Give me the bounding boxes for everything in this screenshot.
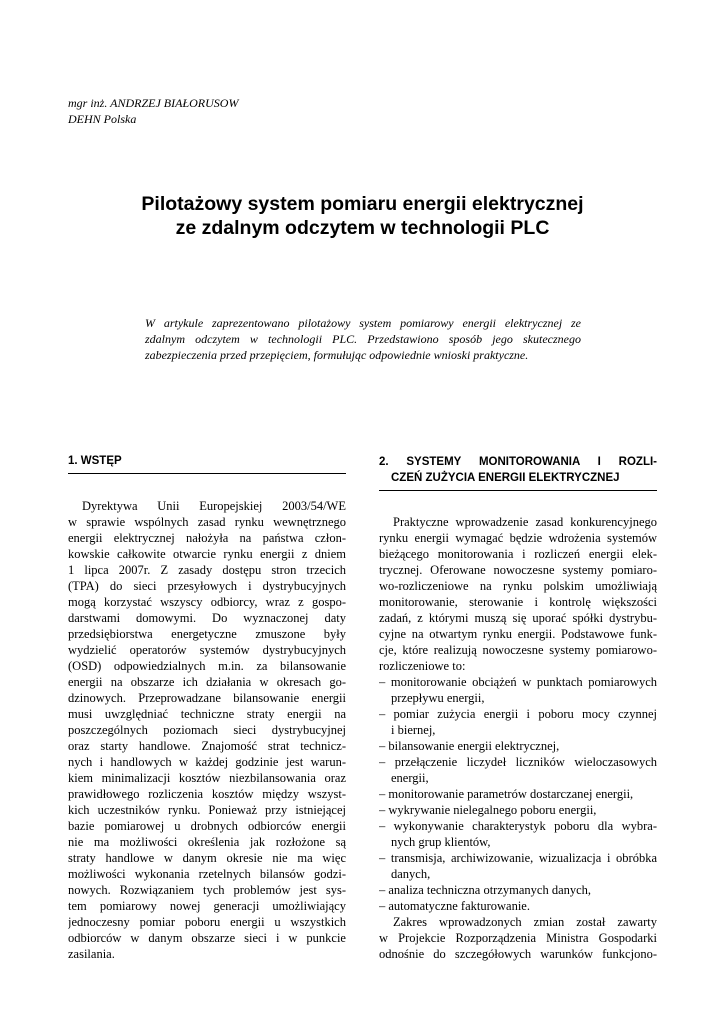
text-line: nie ma możliwości określenia jak rozłożone są bbox=[68, 835, 346, 849]
title-line-1: Pilotażowy system pomiaru energii elektrycznej bbox=[141, 193, 584, 215]
abstract-line: W artykule zaprezentowano pilotażowy system pomiarowy energii elektrycznej ze bbox=[145, 316, 581, 330]
author-block bbox=[68, 95, 238, 127]
text-line: wo-rozliczeniowe na rynku polskim umożliwiają bbox=[379, 579, 657, 593]
list-item: – monitorowanie obciążeń w punktach pomiarowych bbox=[379, 675, 657, 689]
text-line: straty handlowe w danym okresie nie ma więc bbox=[68, 851, 346, 865]
text-line: nych i handlowych w każdej godzinie jest warun- bbox=[68, 755, 346, 769]
list-item-continuation: nych grup klientów, bbox=[391, 835, 491, 849]
text-line: trycznej. Oferowane nowoczesne systemy pomiaro- bbox=[379, 563, 657, 577]
text-line: wydzielić operatorów systemów dystrybucyjnych bbox=[68, 643, 346, 657]
abstract-line: zabezpieczenia przed przepięciem, formułując odpowiednie wnioski praktyczne. bbox=[145, 348, 529, 362]
article-title bbox=[60, 192, 665, 240]
list-item-continuation: przepływu energii, bbox=[391, 691, 485, 705]
text-line: Zakres wprowadzonych zmian został zawarty bbox=[393, 915, 657, 929]
text-line: dzinowych. Przeprowadzane bilansowanie energii bbox=[68, 691, 346, 705]
text-line: Dyrektywa Unii Europejskiej 2003/54/WE bbox=[82, 499, 346, 513]
list-item: – transmisja, archiwizowanie, wizualizacja i obróbka bbox=[379, 851, 657, 865]
list-item-continuation: i biernej, bbox=[391, 723, 436, 737]
section-1-body bbox=[68, 498, 346, 962]
text-line: cyjne na otwartym rynku energii. Podstawowe funk- bbox=[379, 627, 657, 641]
list-item: – bilansowanie energii elektrycznej, bbox=[379, 739, 560, 753]
text-line: przedsiębiorstwa energetyczne zmuszone były bbox=[68, 627, 346, 641]
text-line: nowych. Rozwiązaniem tych problemów jest sys- bbox=[68, 883, 346, 897]
text-line: możliwości wykonania rzetelnych bilansów godzi- bbox=[68, 867, 346, 881]
text-line: kowskie całkowite otwarcie rynku energii z dniem bbox=[68, 547, 346, 561]
author-name: mgr inż. ANDRZEJ BIAŁORUSOW bbox=[68, 96, 239, 110]
list-item-continuation: energii, bbox=[391, 771, 429, 785]
list-item: – analiza techniczna otrzymanych danych, bbox=[379, 883, 592, 897]
section-2-heading-line-2: CZEŃ ZUŻYCIA ENERGII ELEKTRYCZNEJ bbox=[391, 472, 620, 484]
text-line: w sprawie wspólnych zasad rynku wewnętrznego bbox=[68, 515, 346, 529]
text-line: zadań, z którymi muszą się uporać spółki dystrybu- bbox=[379, 611, 657, 625]
text-line: bazie pomiarowej u drobnych odbiorców energii bbox=[68, 819, 346, 833]
text-line: prawidłowego rozliczenia kosztów między wszyst- bbox=[68, 787, 346, 801]
list-item-continuation: danych, bbox=[391, 867, 431, 881]
text-line: rynku energii wymagać będzie wdrożenia systemów bbox=[379, 531, 657, 545]
text-line: zasilania. bbox=[68, 947, 115, 961]
text-line: rozliczeniowe to: bbox=[379, 659, 466, 673]
text-line: monitorowanie, sterowanie i kontrolę większości bbox=[379, 595, 657, 609]
section-2-heading bbox=[379, 454, 657, 491]
text-line: jednoczesny pomiar poboru energii u wszystkich bbox=[68, 915, 346, 929]
text-line: kich uczestników rynku. Ponieważ przy istniejącej bbox=[68, 803, 346, 817]
text-line: (OSD) odpowiedzialnych m.in. za bilansowanie bbox=[68, 659, 346, 673]
list-item: – przełączenie liczydeł liczników wieloczasowych bbox=[379, 755, 657, 769]
text-line: energii na obszarze ich działania w okresach go- bbox=[68, 675, 346, 689]
author-affiliation: DEHN Polska bbox=[68, 112, 137, 126]
list-item: – automatyczne fakturowanie. bbox=[379, 899, 530, 913]
text-line: musi uwzględniać techniczne straty energii na bbox=[68, 707, 346, 721]
text-line: energii elektrycznej nałożyła na państwa człon- bbox=[68, 531, 346, 545]
text-line: poszczególnych poziomach sieci dystrybucyjnej bbox=[68, 723, 346, 737]
text-line: odbiorców w danym obszarze sieci i w punkcie bbox=[68, 931, 346, 945]
text-line: darstwami domowymi. Do wyznaczonej daty bbox=[68, 611, 346, 625]
abstract-line: zdalnym odczytem w technologii PLC. Przedstawiono sposób jego skutecznego bbox=[145, 332, 581, 346]
text-line: Praktyczne wprowadzenie zasad konkurencyjnego bbox=[393, 515, 657, 529]
title-line-2: ze zdalnym odczytem w technologii PLC bbox=[175, 217, 550, 239]
text-line: 1 lipca 2007r. Z zasady dostępu stron trzecich bbox=[68, 563, 346, 577]
list-item: – monitorowanie parametrów dostarczanej energii, bbox=[379, 787, 634, 801]
text-line: bieżącego monitorowania i rozliczeń energii elek- bbox=[379, 547, 657, 561]
text-line: w Projekcie Rozporządzenia Ministra Gospodarki bbox=[379, 931, 657, 945]
list-item: – pomiar zużycia energii i poboru mocy czynnej bbox=[379, 707, 657, 721]
abstract bbox=[145, 315, 581, 363]
text-line: (TPA) do sieci przesyłowych i dystrybucyjnych bbox=[68, 579, 346, 593]
text-line: tem pomiarowy nowej generacji umożliwiający bbox=[68, 899, 346, 913]
text-line: odnośnie do szczegółowych warunków funkcjono- bbox=[379, 947, 657, 961]
text-line: mogą korzystać wszyscy odbiorcy, wraz z gospo- bbox=[68, 595, 346, 609]
list-item: – wykonywanie charakterystyk poboru dla wybra- bbox=[379, 819, 657, 833]
section-2-body bbox=[379, 514, 657, 962]
section-2-heading-line-1: 2. SYSTEMY MONITOROWANIA I ROZLI- bbox=[379, 456, 657, 468]
section-1-heading: 1. WSTĘP bbox=[68, 454, 346, 474]
list-item: – wykrywanie nielegalnego poboru energii, bbox=[379, 803, 597, 817]
text-line: cje, które realizują nowoczesne systemy pomiarowo- bbox=[379, 643, 657, 657]
text-line: oraz starty handlowe. Znajomość strat technicz- bbox=[68, 739, 346, 753]
text-line: kiem minimalizacji kosztów niezbilansowania oraz bbox=[68, 771, 346, 785]
